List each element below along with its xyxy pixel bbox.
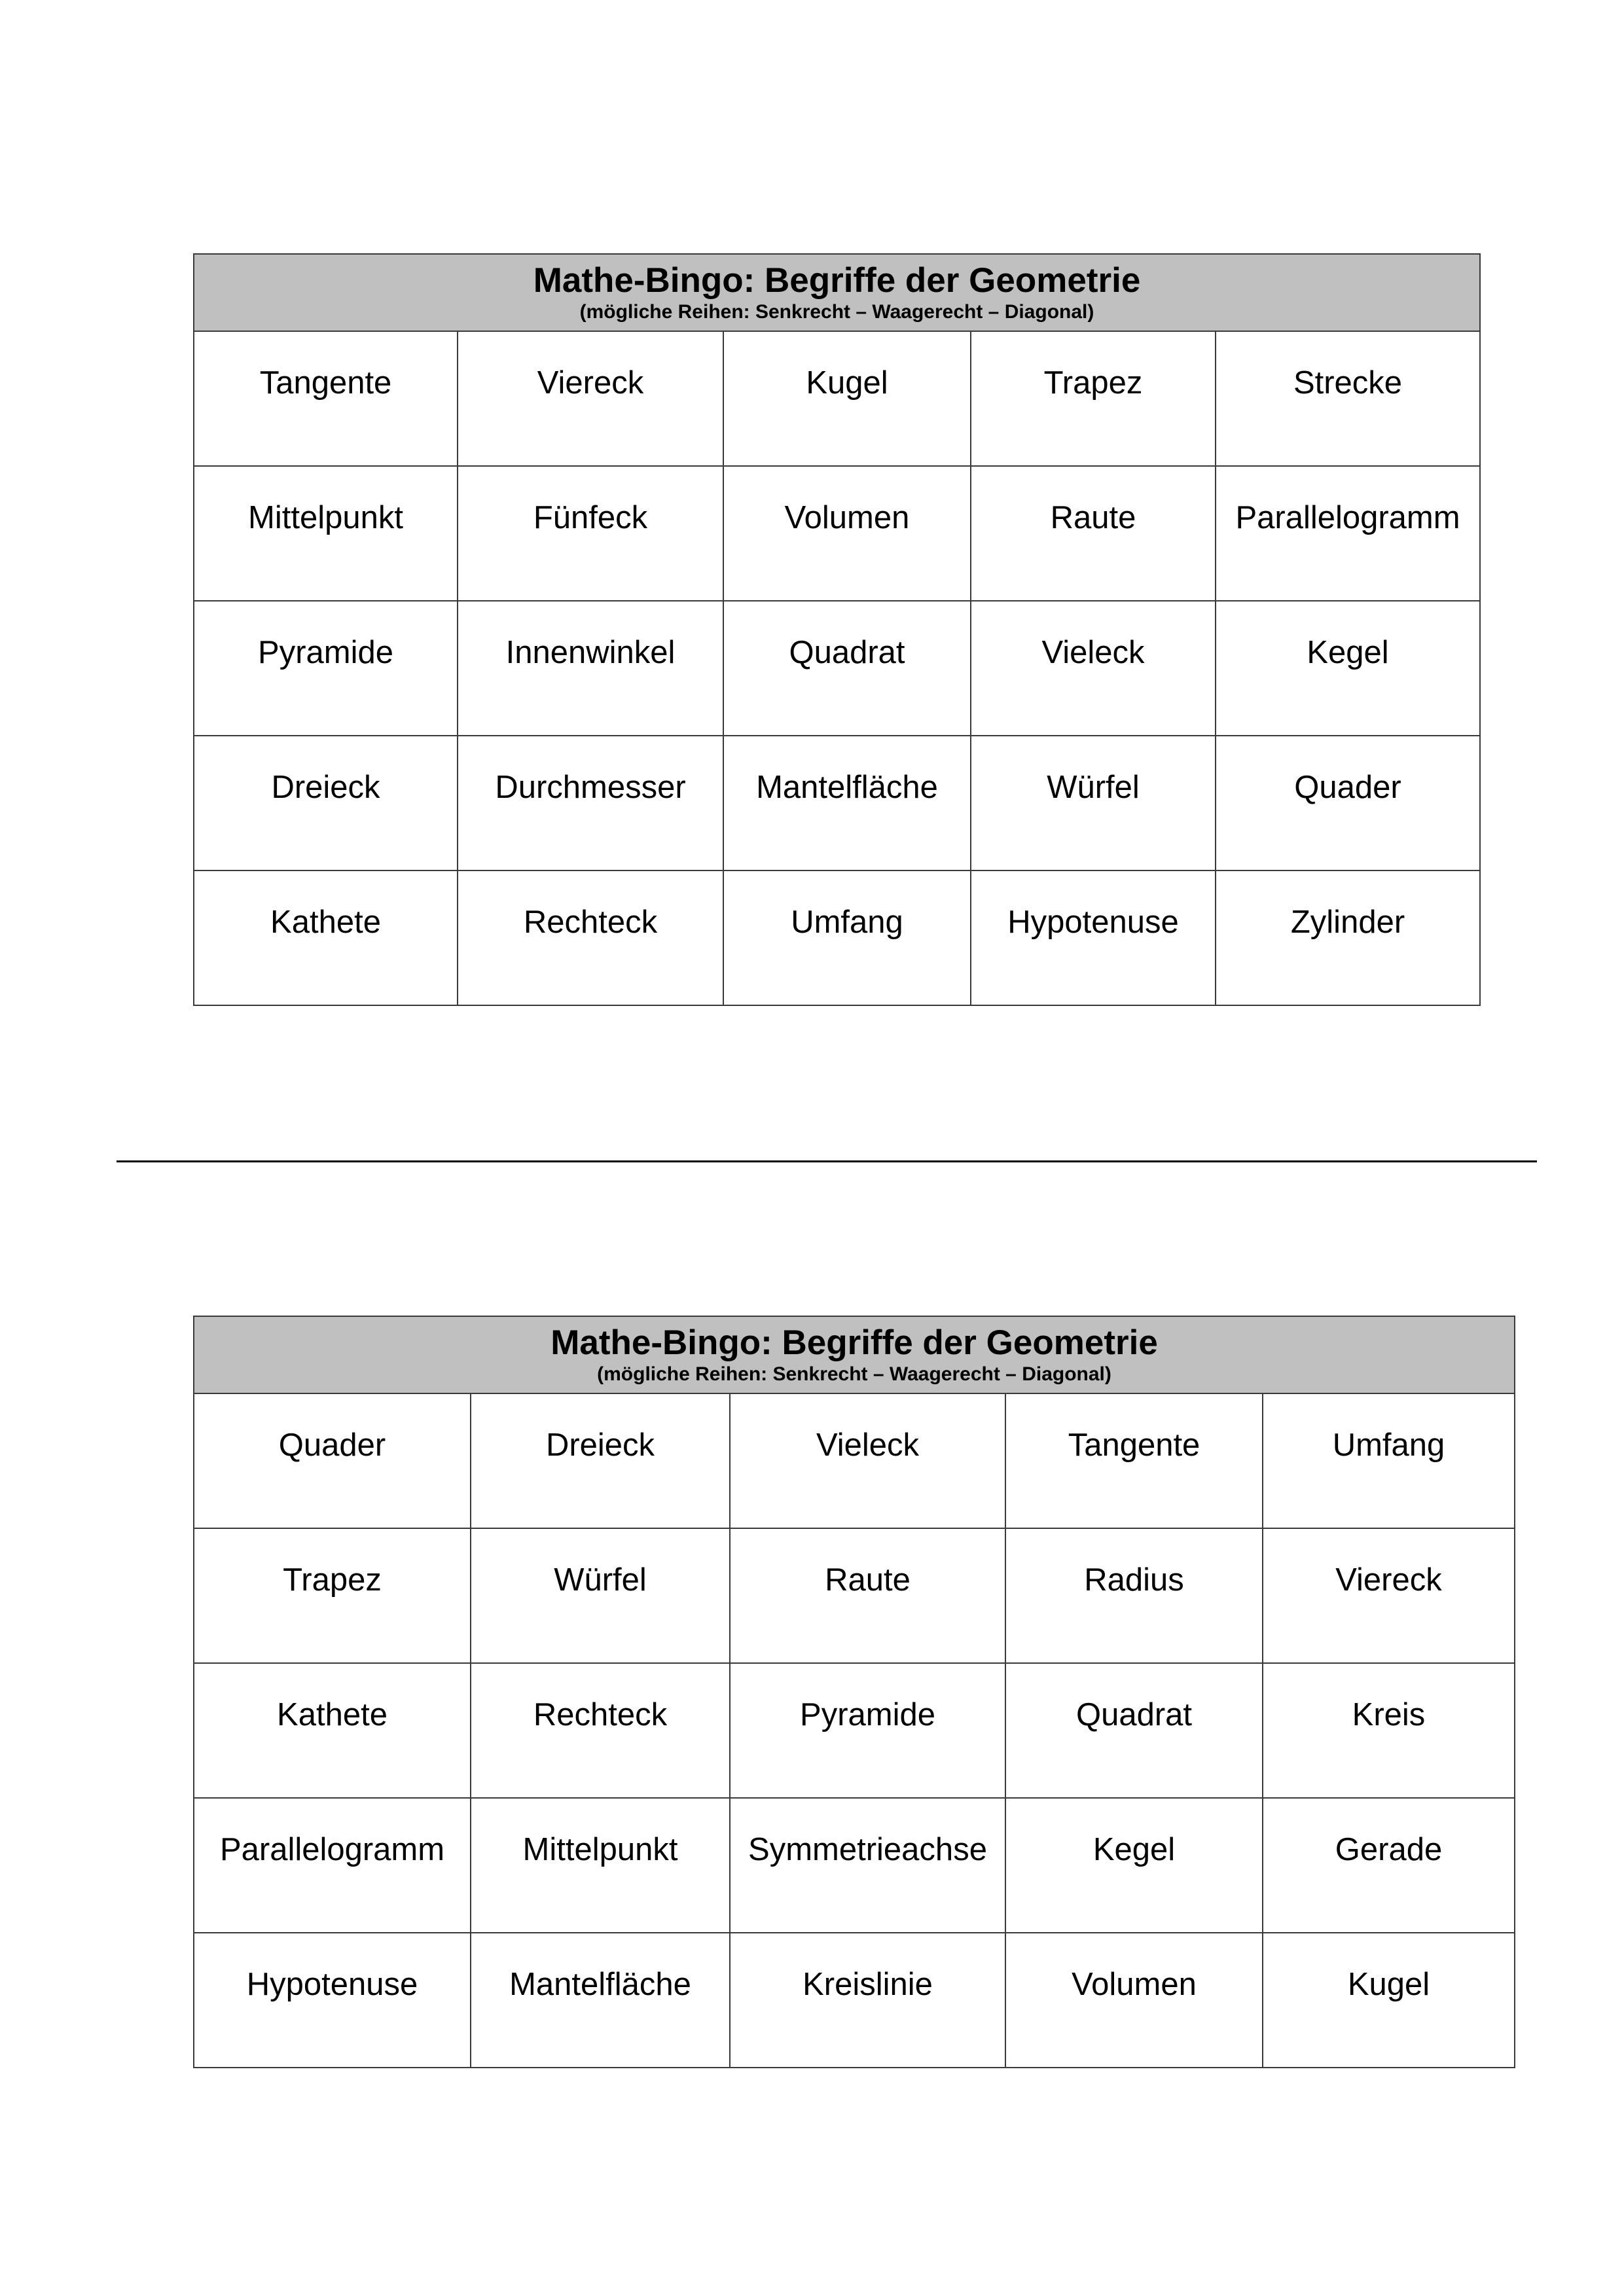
- bingo-cell: Trapez: [971, 331, 1216, 466]
- bingo-cell: Umfang: [1263, 1393, 1515, 1528]
- card-title: Mathe-Bingo: Begriffe der Geometrie: [533, 261, 1141, 300]
- bingo-cell: Kegel: [1005, 1798, 1263, 1933]
- bingo-cell: Zylinder: [1216, 870, 1480, 1005]
- bingo-cell: Hypotenuse: [971, 870, 1216, 1005]
- bingo-cell: Parallelogramm: [194, 1798, 471, 1933]
- bingo-cell: Mantelfläche: [723, 736, 971, 870]
- bingo-cell: Dreieck: [194, 736, 458, 870]
- bingo-row: [194, 1528, 1515, 1663]
- bingo-row: [194, 1798, 1515, 1933]
- bingo-cell: Kreislinie: [730, 1933, 1005, 2068]
- bingo-cell: Kathete: [194, 1663, 471, 1798]
- bingo-cell: Umfang: [723, 870, 971, 1005]
- bingo-cell: Vieleck: [730, 1393, 1005, 1528]
- card-header-row: [194, 254, 1480, 331]
- bingo-cell: Raute: [730, 1528, 1005, 1663]
- bingo-cell: Volumen: [1005, 1933, 1263, 2068]
- card-header: [194, 254, 1480, 331]
- bingo-cell: Kathete: [194, 870, 458, 1005]
- bingo-row: [194, 331, 1480, 466]
- bingo-cell: Quader: [1216, 736, 1480, 870]
- bingo-row: [194, 601, 1480, 736]
- bingo-row: [194, 1663, 1515, 1798]
- bingo-cell: Mantelfläche: [471, 1933, 730, 2068]
- bingo-row: [194, 736, 1480, 870]
- card-header: [194, 1316, 1515, 1393]
- bingo-cell: Würfel: [471, 1528, 730, 1663]
- bingo-cell: Rechteck: [458, 870, 723, 1005]
- bingo-cell: Kugel: [1263, 1933, 1515, 2068]
- bingo-row: [194, 466, 1480, 601]
- bingo-cell: Quadrat: [723, 601, 971, 736]
- bingo-cell: Gerade: [1263, 1798, 1515, 1933]
- bingo-card-2: [193, 1316, 1515, 2068]
- bingo-cell: Tangente: [1005, 1393, 1263, 1528]
- bingo-cell: Quader: [194, 1393, 471, 1528]
- bingo-cell: Kugel: [723, 331, 971, 466]
- bingo-cell: Innenwinkel: [458, 601, 723, 736]
- cut-line-divider: [117, 1160, 1537, 1162]
- bingo-cell: Tangente: [194, 331, 458, 466]
- bingo-cell: Rechteck: [471, 1663, 730, 1798]
- bingo-row: [194, 1393, 1515, 1528]
- bingo-row: [194, 1933, 1515, 2068]
- bingo-cell: Radius: [1005, 1528, 1263, 1663]
- bingo-cell: Viereck: [458, 331, 723, 466]
- bingo-cell: Durchmesser: [458, 736, 723, 870]
- bingo-card-1: [193, 253, 1481, 1006]
- bingo-cell: Dreieck: [471, 1393, 730, 1528]
- bingo-cell: Trapez: [194, 1528, 471, 1663]
- bingo-cell: Volumen: [723, 466, 971, 601]
- card-title: Mathe-Bingo: Begriffe der Geometrie: [550, 1323, 1158, 1362]
- bingo-cell: Parallelogramm: [1216, 466, 1480, 601]
- bingo-cell: Viereck: [1263, 1528, 1515, 1663]
- bingo-cell: Strecke: [1216, 331, 1480, 466]
- bingo-cell: Kegel: [1216, 601, 1480, 736]
- bingo-cell: Quadrat: [1005, 1663, 1263, 1798]
- bingo-cell: Fünfeck: [458, 466, 723, 601]
- bingo-cell: Mittelpunkt: [471, 1798, 730, 1933]
- bingo-cell: Würfel: [971, 736, 1216, 870]
- bingo-cell: Pyramide: [194, 601, 458, 736]
- card-subtitle: (mögliche Reihen: Senkrecht – Waagerecht – Diagonal): [597, 1363, 1111, 1385]
- bingo-cell: Hypotenuse: [194, 1933, 471, 2068]
- bingo-cell: Vieleck: [971, 601, 1216, 736]
- bingo-cell: Raute: [971, 466, 1216, 601]
- bingo-cell: Kreis: [1263, 1663, 1515, 1798]
- bingo-cell: Symmetrieachse: [730, 1798, 1005, 1933]
- bingo-cell: Pyramide: [730, 1663, 1005, 1798]
- card-subtitle: (mögliche Reihen: Senkrecht – Waagerecht – Diagonal): [579, 301, 1094, 323]
- card-header-row: [194, 1316, 1515, 1393]
- bingo-cell: Mittelpunkt: [194, 466, 458, 601]
- bingo-row: [194, 870, 1480, 1005]
